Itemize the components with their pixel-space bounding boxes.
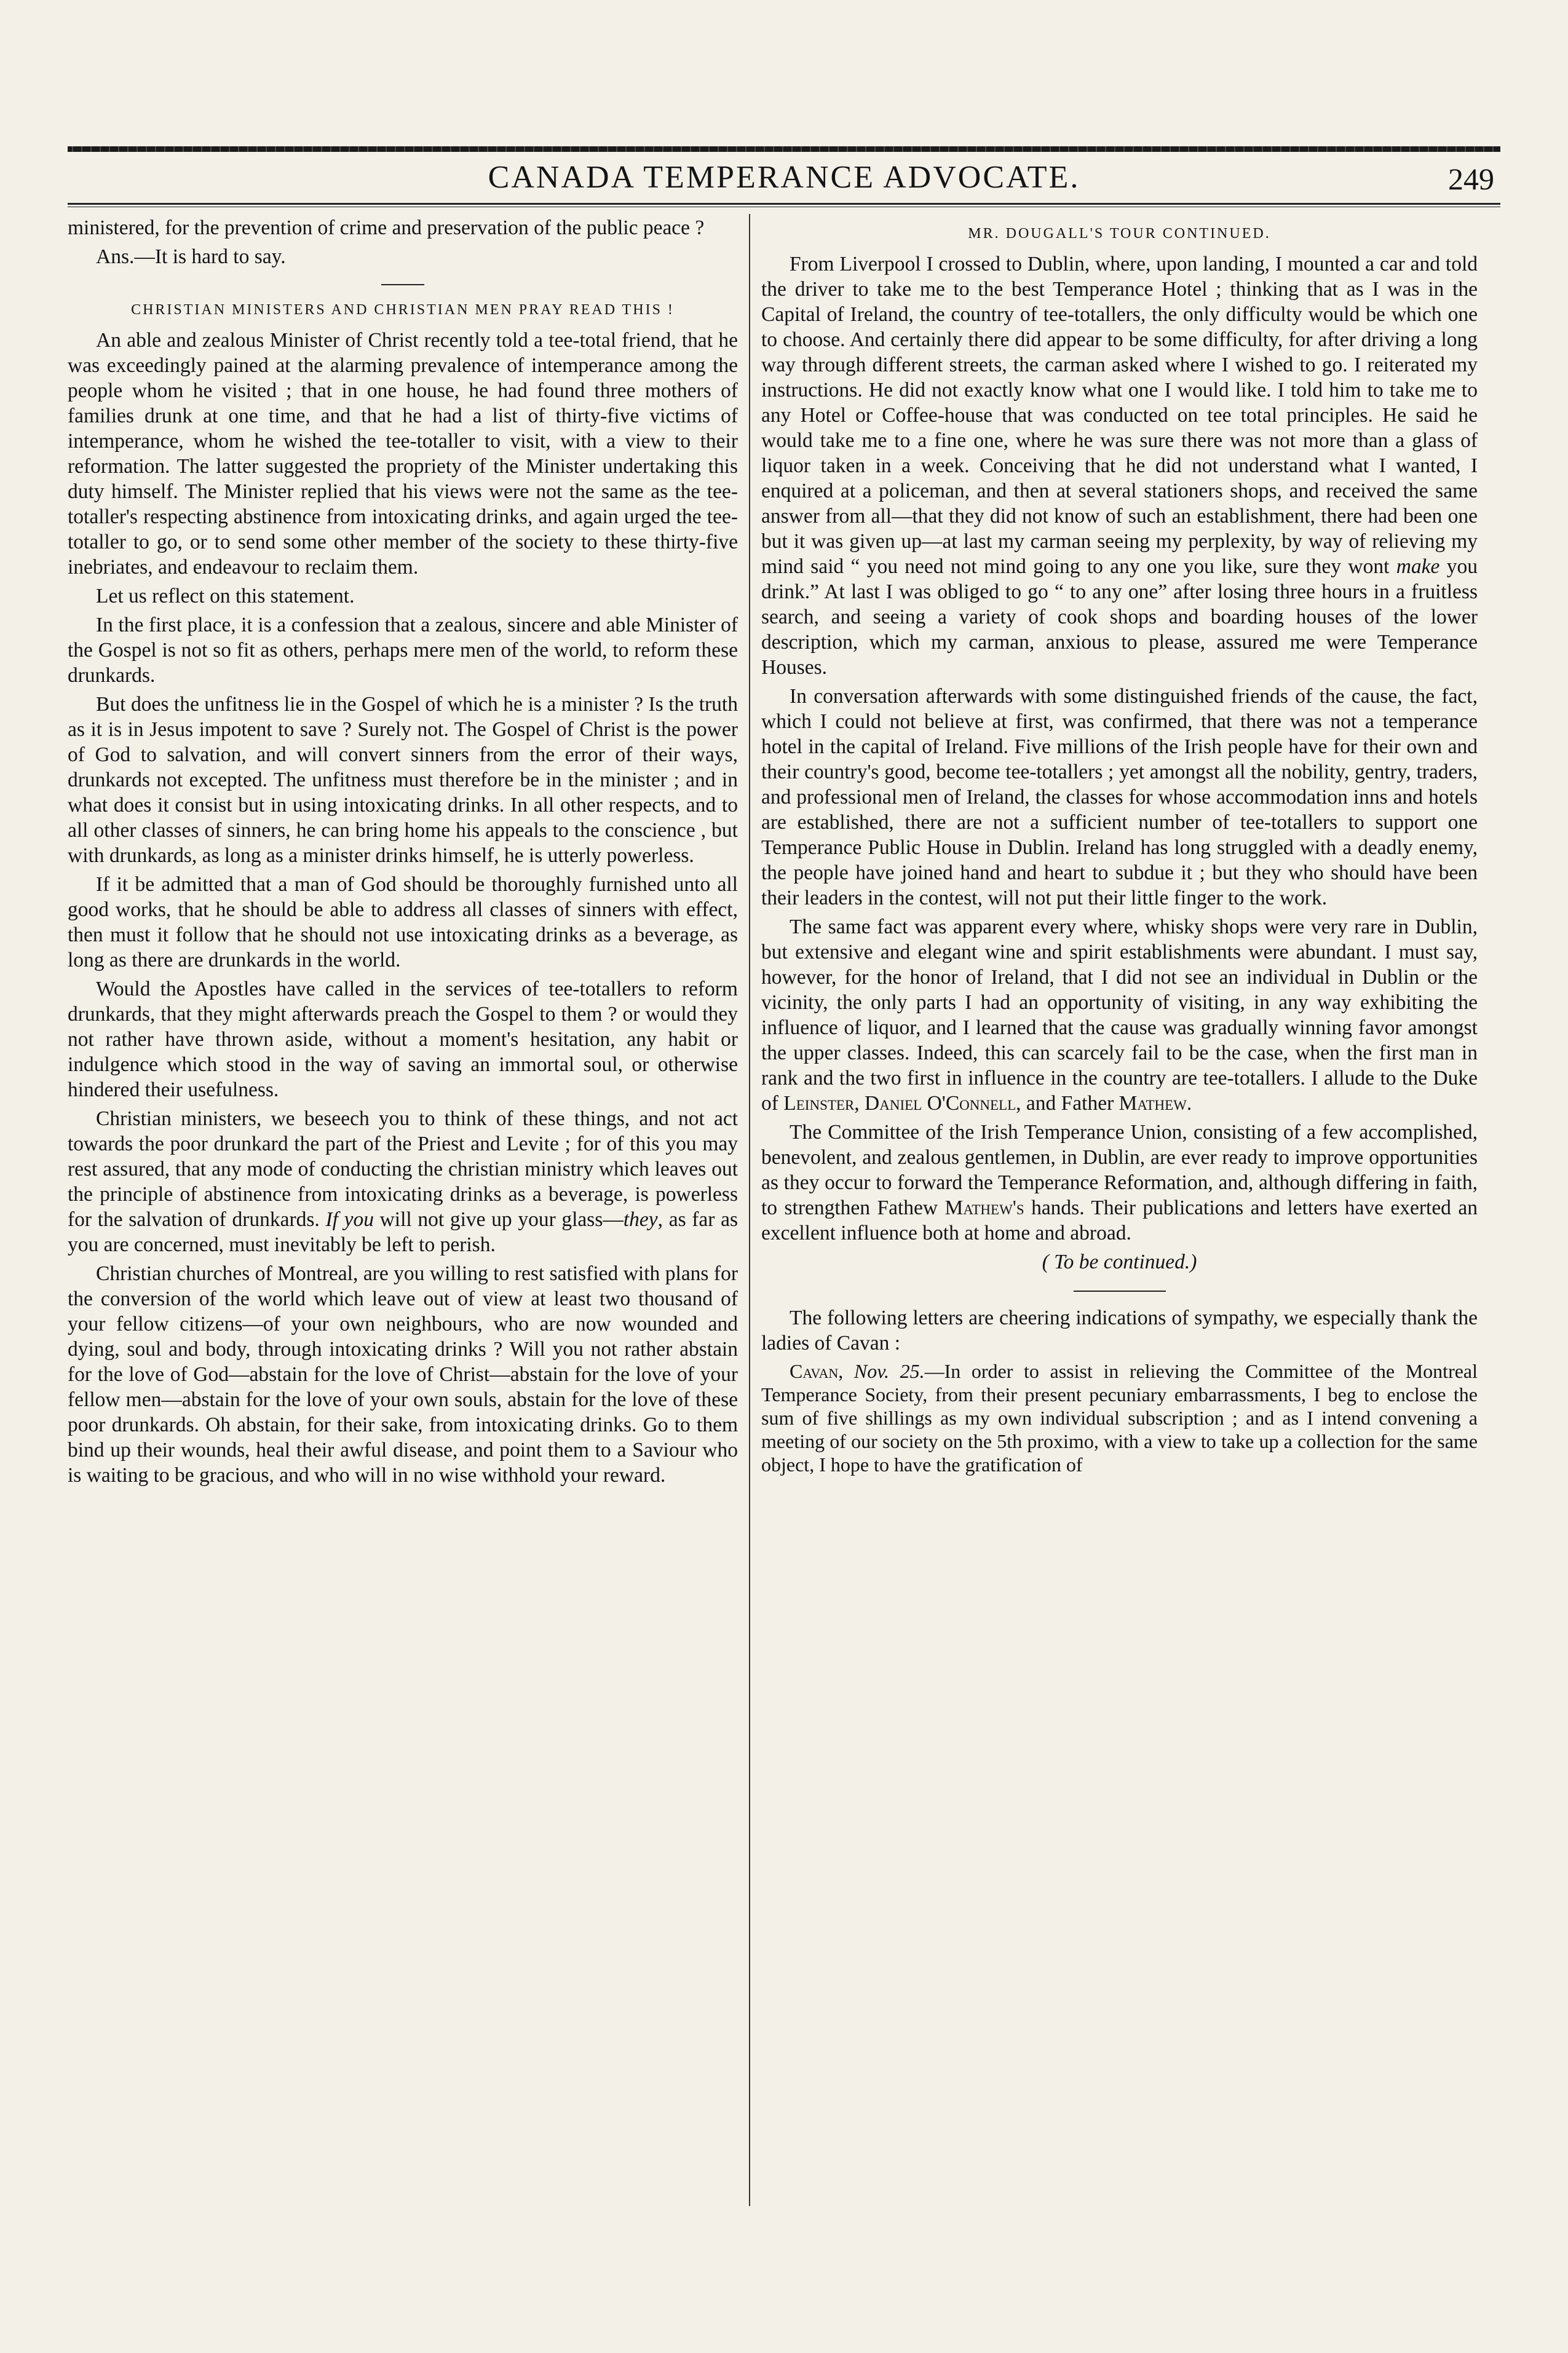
article-paragraph: In the first place, it is a confession that a zealous, sincere and able Minister of the Gospel is not so fit as others, perhaps mere men of the world, to reform these drunkards. (68, 614, 738, 687)
right-column (761, 215, 1478, 1480)
name-mathew: Mathew (1119, 1092, 1187, 1115)
paragraph-text: hands. Their publications and letters have exerted an excellent influence both at home and abroad. (761, 1196, 1478, 1244)
letter-date: Nov. 25. (853, 1360, 925, 1382)
italic-make: make (1396, 555, 1440, 578)
period: . (1186, 1092, 1192, 1115)
letter-body: —In order to assist in relieving the Committee of the Montreal Temperance Society, from their present pecuniary embarrassments, I beg to enclose the sum of five shillings as my own individual subscription ; and as I intend convening a meeting of our society on the 5th proximo, with a view to take up a collection for the same object, I hope to have the gratification of (761, 1360, 1478, 1476)
paragraph-text: , as far as you are concerned, must inevitably be left to perish. (68, 1208, 738, 1256)
article-paragraph: Let us reflect on this statement. (96, 585, 355, 607)
publication-title: CANADA TEMPERANCE ADVOCATE. (488, 160, 1080, 195)
article-paragraph: An able and zealous Minister of Christ recently told a tee-total friend, that he was exceedingly pained at the alarming prevalence of intemperance among the people whom he visited ; that in one house, he had found three mothers of families drunk at one time, and that he had a list of thirty-five victims of intemperance, whom he wished the tee-totaller to visit, with a view to their reformation. The latter suggested the propriety of the Minister undertaking this duty himself. The Minister replied that his views were not the same as the tee-totaller's respecting abstinence from intoxicating drinks, and again urged the tee-totaller to go, or to send some other member of the society to these thirty-five inebriates, and endeavour to reclaim them. (68, 329, 738, 579)
article-paragraph-ministers (68, 1106, 738, 1257)
tour-paragraph (761, 914, 1478, 1116)
page-number: 249 (1448, 162, 1494, 196)
to-be-continued: ( To be continued.) (1042, 1251, 1197, 1273)
paragraph-text: will not give up your glass (379, 1208, 603, 1231)
italic-you: you (344, 1208, 374, 1231)
name-leinster: Leinster (783, 1092, 855, 1115)
name-oconnell: Daniel O'Connell (865, 1092, 1016, 1115)
decorative-top-rule (68, 146, 1500, 152)
paragraph-text: The Committee of the Irish Temperance Union, consisting of a few accomplished, benevolent, and zealous gentlemen, in Dublin, are ever ready to improve opportunities as they occur to forward the Temperance Reformation, and, although differing in faith, to strengthen Fathew (761, 1121, 1478, 1219)
dash: — (603, 1208, 624, 1231)
paragraph-text: From Liverpool I crossed to Dublin, where, upon landing, I mounted a car and told the driver to take me to the best Temperance Hotel ; thinking that as I was in the Capital of Ireland, the country of tee-totallers, the only difficulty would be which one to choose. And certainly there did appear to be some difficulty, for after driving a long way through different streets, the carman asked where I wished to go. I reiterated my instructions. He did not exactly know what one I would like. I told him to take me to any Hotel or Coffee-house that was conducted on tee total principles. He said he would take me to a fine one, where he was sure there was not more than a glass of liquor taken in a week. Conceiving that he did not understand what I wanted, I enquired at a policeman, and then at several stationers shops, and received the same answer from all—that they did not know of such an establishment, there had been one but it was given up—at last my carman seeing my perplexity, by way of relieving my mind said “ you need not mind going to any one you like, sure they wont (761, 253, 1478, 578)
letter-cavan: Cavan, Nov. 25.—In order to assist in relieving the Committee of the Montreal Temperance Society, from their present pecuniary embarrassments, I beg to enclose the sum of five shillings as my own individual subscription ; and as I intend convening a meeting of our society on the 5th proximo, with a view to take up a collection for the same object, I hope to have the gratification of (761, 1360, 1478, 1476)
left-column (68, 215, 738, 1492)
page-header (68, 159, 1500, 199)
letters-intro: The following letters are cheering indications of sympathy, we especially thank the ladies of Cavan : (761, 1307, 1478, 1354)
name-mathew-possessive: Mathew's (944, 1196, 1024, 1219)
letter-place: Cavan (790, 1360, 839, 1382)
italic-if: If (325, 1208, 338, 1231)
article-paragraph-final: Christian churches of Montreal, are you willing to rest satisfied with plans for the conversion of the world which leave out of view at least two thousand of your fellow citizens—of your own neighbours, who are now wounded and dying, soul and body, through intoxicating drinks ? Will you not rather abstain for the love of God—abstain for the love of Christ—abstain for the love of your fellow men—abstain for the love of your own souls, abstain for the love of these poor drunkards. Oh abstain, for their sake, from intoxicating drinks. Go to them bind up their wounds, heal their awful disease, and point them to a Saviour who is waiting to be gracious, and who will in no wise withhold your reward. (68, 1262, 738, 1487)
paragraph-text: The same fact was apparent every where, whisky shops were very rare in Dublin, but extensive and elegant wine and spirit establishments were abundant. I must say, however, for the honor of Ireland, that I did not see an individual in Dublin or the vicinity, the only parts I had an opportunity of visiting, in any way exhibiting the influence of liquor, and I learned that the cause was gradually winning favor amongst the upper classes. Indeed, this can scarcely fail to be the case, when the first man in rank and the two first in influence in the country are tee-totallers. I allude to the Duke of (761, 915, 1478, 1115)
paragraph-text: Christian ministers, we beseech you to think of these things, and not act towards the poor drunkard the part of the Priest and Levite ; for of this you may rest assured, that any mode of conducting the christian ministry which leaves out the principle of abstinence from intoxicating drinks as a beverage, is powerless for the salvation of drunkards. (68, 1107, 738, 1231)
section-divider (1074, 1291, 1166, 1292)
section-heading-ministers: CHRISTIAN MINISTERS AND CHRISTIAN MEN PRAY READ THIS ! (131, 302, 675, 318)
separator: , (854, 1092, 860, 1115)
continued-text: ministered, for the prevention of crime and preservation of the public peace ? (68, 216, 705, 239)
paragraph-text: you drink.” At last I was obliged to go “ to any one” after losing three hours in a fruitless search, and seeing a variety of cook shops and boarding houses of the lower description, which my carman, anxious to please, assured me were Temperance Houses. (761, 555, 1478, 679)
tour-paragraph (761, 1120, 1478, 1246)
article-paragraph: If it be admitted that a man of God should be thoroughly furnished unto all good works, that he should be able to address all classes of sinners with effect, then must it follow that he should not use intoxicating drinks as a beverage, as long as there are drunkards in the world. (68, 873, 738, 971)
section-divider (381, 284, 424, 285)
article-paragraph: But does the unfitness lie in the Gospel of which he is a minister ? Is the truth as it is in Jesus impotent to save ? Surely not. The Gospel of Christ is the power of God to salvation, and will convert sinners from the error of their ways, drunkards not excepted. The unfitness must therefore be in the minister ; and in what does it consist but in using intoxicating drinks. In all other respects, and to all other classes of sinners, he can bring home his appeals to the conscience , but with drunkards, as long as a minister drinks himself, he is utterly powerless. (68, 693, 738, 867)
separator: , and Father (1016, 1092, 1114, 1115)
header-rule (68, 203, 1500, 207)
answer-line: Ans.—It is hard to say. (96, 245, 286, 268)
column-divider (749, 214, 750, 2206)
tour-paragraph: In conversation afterwards with some distinguished friends of the cause, the fact, which I could not believe at first, was confirmed, that there was not a temperance hotel in the capital of Ireland. Five millions of the Irish people have for their own and their country's good, become tee-totallers ; yet amongst all the nobility, gentry, traders, and professional men of Ireland, the classes for whose accommodation inns and hotels are established, there are not a sufficient number of tee-totallers to support one Temperance Public House in Dublin. Ireland has long struggled with a deadly enemy, the people have joined hand and heart to subdue it ; but they who should have been their leaders in the contest, will not put their little finger to the work. (761, 685, 1478, 909)
article-paragraph: Would the Apostles have called in the services of tee-totallers to reform drunkards, that they might afterwards preach the Gospel to them ? or would they not rather have thrown aside, without a moment's hesitation, any habit or indulgence which stood in the way of saving an immortal soul, or otherwise hindered their usefulness. (68, 978, 738, 1101)
tour-paragraph (761, 251, 1478, 680)
section-heading-tour: MR. DOUGALL'S TOUR CONTINUED. (968, 226, 1271, 242)
italic-they: they (623, 1208, 658, 1231)
